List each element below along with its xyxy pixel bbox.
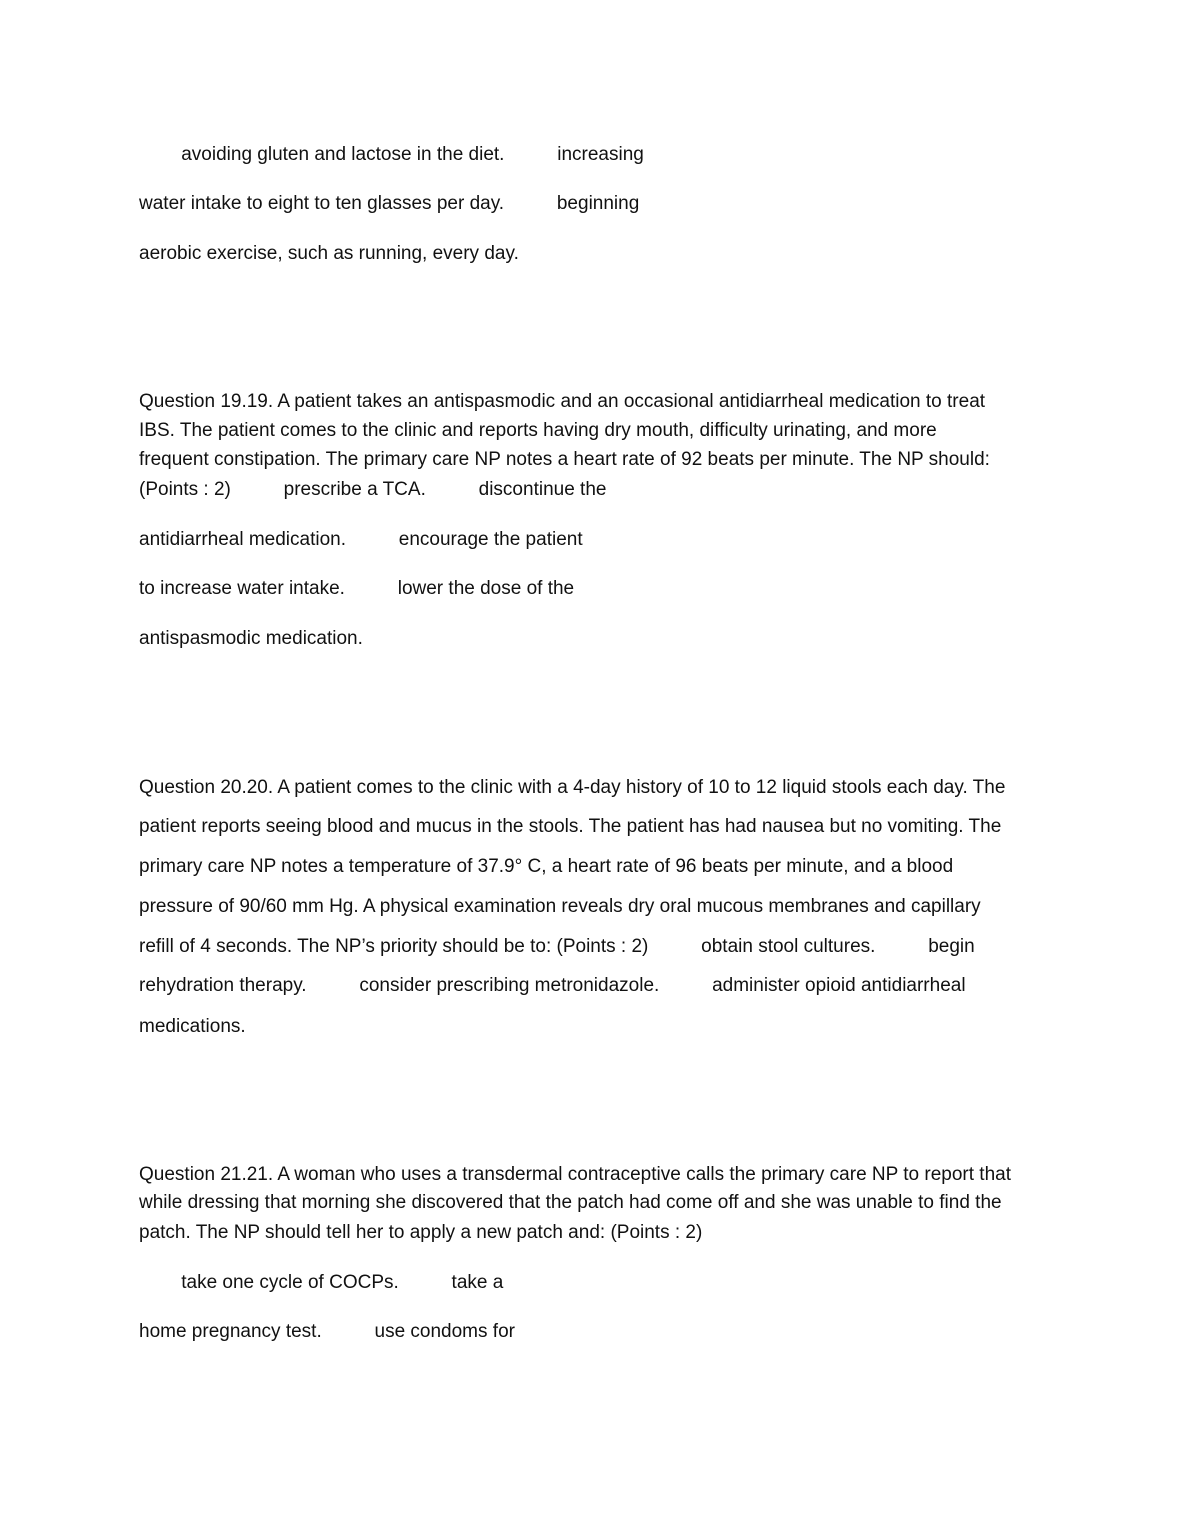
q18-option-line-3: aerobic exercise, such as running, every day. <box>139 243 519 264</box>
q20-line-7: medications. <box>139 1016 246 1037</box>
q20-line-1: Question 20.20. A patient comes to the clinic with a 4-day history of 10 to 12 liquid stools each day. The <box>139 777 1006 798</box>
q21-option-line-1: take one cycle of COCPs. take a <box>139 1272 504 1293</box>
q19-stem-line-3: frequent constipation. The primary care NP notes a heart rate of 92 beats per minute. The NP should: <box>139 449 990 470</box>
q20-line-6: rehydration therapy. consider prescribing metronidazole. administer opioid antidiarrheal <box>139 975 966 996</box>
q19-stem-line-2: IBS. The patient comes to the clinic and reports having dry mouth, difficulty urinating, and more <box>139 420 937 441</box>
q20-line-4: pressure of 90/60 mm Hg. A physical examination reveals dry oral mucous membranes and capillary <box>139 896 981 917</box>
q19-option-line-3: antispasmodic medication. <box>139 628 363 649</box>
q20-line-2: patient reports seeing blood and mucus in the stools. The patient has had nausea but no vomiting. The <box>139 816 1002 837</box>
q20-line-3: primary care NP notes a temperature of 37.9° C, a heart rate of 96 beats per minute, and a blood <box>139 856 954 877</box>
q18-option-line-1: avoiding gluten and lactose in the diet. increasing <box>139 144 644 165</box>
q19-stem-line-1: Question 19.19. A patient takes an antispasmodic and an occasional antidiarrheal medication to treat <box>139 391 986 412</box>
q21-stem-line-1: Question 21.21. A woman who uses a transdermal contraceptive calls the primary care NP to report that <box>139 1164 1011 1185</box>
q19-stem-line-4: (Points : 2) prescribe a TCA. discontinue the <box>139 479 607 500</box>
q19-option-line-2: to increase water intake. lower the dose of the <box>139 578 575 599</box>
q21-stem-line-3: patch. The NP should tell her to apply a new patch and: (Points : 2) <box>139 1222 703 1243</box>
q20-line-5: refill of 4 seconds. The NP’s priority should be to: (Points : 2) obtain stool cultures. begin <box>139 936 975 957</box>
q21-stem-line-2: while dressing that morning she discovered that the patch had come off and she was unable to find the <box>139 1192 1002 1213</box>
q18-option-line-2: water intake to eight to ten glasses per day. beginning <box>139 193 640 214</box>
q19-option-line-1: antidiarrheal medication. encourage the patient <box>139 529 583 550</box>
q21-option-line-2: home pregnancy test. use condoms for <box>139 1321 515 1342</box>
